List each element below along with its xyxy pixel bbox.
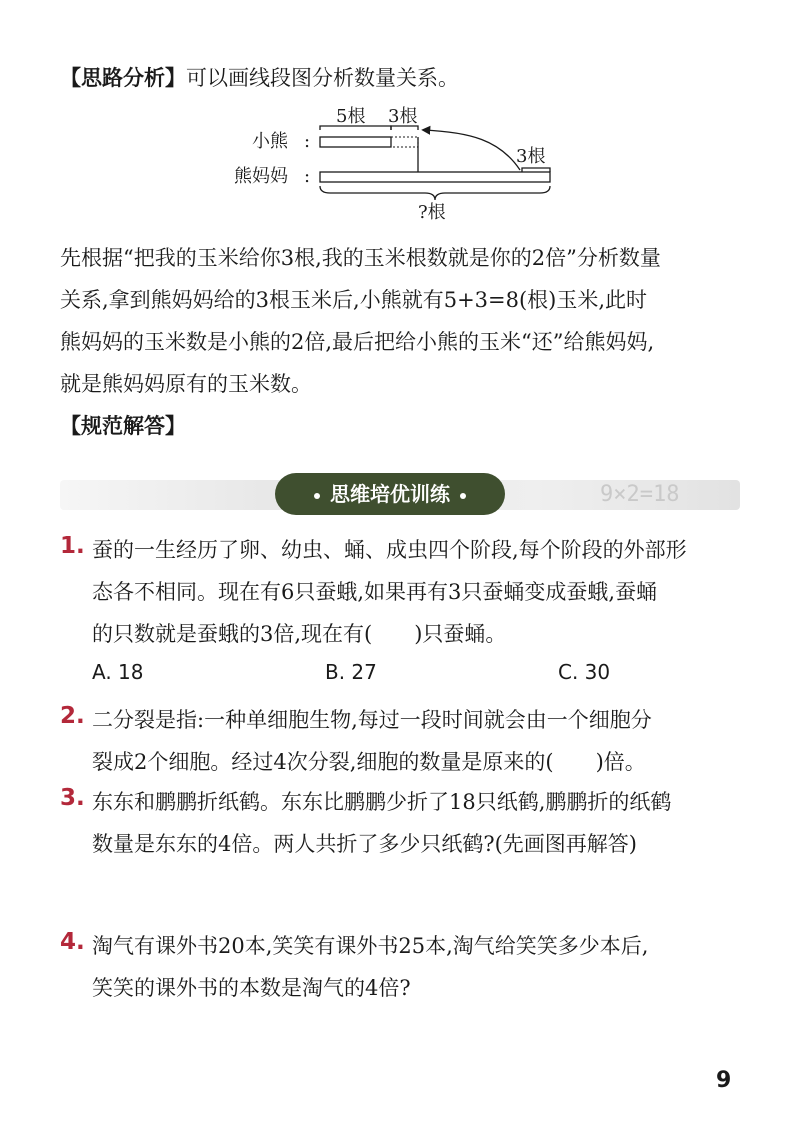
dot-icon	[314, 493, 320, 499]
question-3-number: 3.	[60, 785, 85, 811]
xiaoxiong-extra-dashed	[391, 137, 418, 147]
question-1-number: 1.	[60, 533, 85, 559]
analysis-para-2: 关系,拿到熊妈妈给的3根玉米后,小熊就有5+3=8(根)玉米,此时	[60, 288, 648, 312]
section-title-pill	[275, 473, 505, 515]
right-label-3: 3根	[516, 146, 546, 167]
page-number: 9	[716, 1068, 732, 1093]
bottom-label-total: ?根	[418, 202, 446, 223]
question-2-line-2: 裂成2个细胞。经过4次分裂,细胞的数量是原来的( )倍。	[92, 750, 646, 774]
label-xiongmama: 熊妈妈	[234, 166, 288, 187]
question-4-line-1: 淘气有课外书20本,笑笑有课外书25本,淘气给笑笑多少本后,	[92, 934, 649, 958]
question-1-line-2: 态各不相同。现在有6只蚕蛾,如果再有3只蚕蛹变成蚕蛾,蚕蛹	[92, 580, 658, 604]
question-2-number: 2.	[60, 703, 85, 729]
question-1-line-3: 的只数就是蚕蛾的3倍,现在有( )只蚕蛹。	[92, 622, 507, 646]
answer-title: 【规范解答】	[60, 414, 186, 438]
question-3-line-1: 东东和鹏鹏折纸鹤。东东比鹏鹏少折了18只纸鹤,鹏鹏折的纸鹤	[92, 790, 672, 814]
analysis-intro: 可以画线段图分析数量关系。	[186, 66, 459, 90]
question-1-line-1: 蚕的一生经历了卵、幼虫、蛹、成虫四个阶段,每个阶段的外部形	[92, 538, 687, 562]
dot-icon	[460, 493, 466, 499]
question-4-number: 4.	[60, 929, 85, 955]
section-title: 思维培优训练	[330, 482, 450, 506]
analysis-title: 【思路分析】	[60, 66, 186, 90]
transfer-arrow	[423, 130, 520, 170]
question-2-line-1: 二分裂是指:一种单细胞生物,每过一段时间就会由一个细胞分	[92, 708, 652, 732]
label-xiaoxiong: 小熊	[252, 131, 288, 152]
analysis-para-1: 先根据“把我的玉米给你3根,我的玉米根数就是你的2倍”分析数量	[60, 246, 661, 270]
xiongmama-bar	[320, 172, 550, 182]
line-segment-diagram	[220, 100, 580, 225]
analysis-para-3: 熊妈妈的玉米数是小熊的2倍,最后把给小熊的玉米“还”给熊妈妈,	[60, 330, 655, 354]
label-xiongmama-colon: :	[304, 166, 311, 187]
question-4-line-2: 笑笑的课外书的本数是淘气的4倍?	[92, 976, 411, 1000]
analysis-header	[60, 62, 750, 92]
top-label-3: 3根	[388, 106, 418, 127]
label-xiaoxiong-colon: :	[304, 131, 311, 152]
question-1-option-a: A. 18	[92, 660, 144, 684]
bottom-brace	[320, 186, 550, 200]
banner-sticker: 9×2=18	[600, 482, 680, 507]
xiaoxiong-bar	[320, 137, 391, 147]
question-3-line-2: 数量是东东的4倍。两人共折了多少只纸鹤?(先画图再解答)	[92, 832, 638, 856]
question-1-option-b: B. 27	[325, 660, 377, 684]
top-label-5: 5根	[336, 106, 366, 127]
section-banner	[60, 470, 740, 520]
analysis-para-4: 就是熊妈妈原有的玉米数。	[60, 372, 312, 396]
question-1-option-c: C. 30	[558, 660, 611, 684]
